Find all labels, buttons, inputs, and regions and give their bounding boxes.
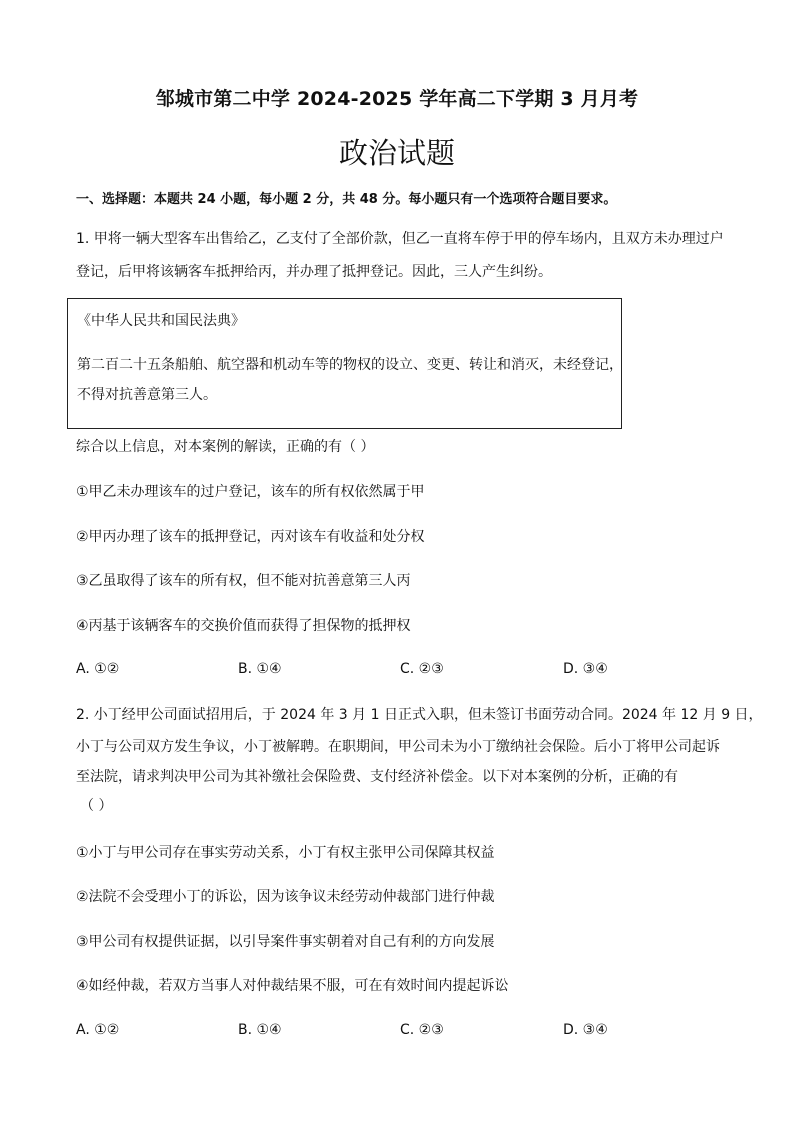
q1-item-4: ④丙基于该辆客车的交换价值而获得了担保物的抵押权 — [76, 618, 411, 634]
q1-choice-b[interactable]: B. ①④ — [238, 661, 282, 677]
q2-item-1: ①小丁与甲公司存在事实劳动关系，小丁有权主张甲公司保障其权益 — [76, 845, 495, 861]
exam-title: 邹城市第二中学 2024-2025 学年高二下学期 3 月月考 — [155, 88, 639, 110]
q2-choice-a[interactable]: A. ①② — [76, 1022, 120, 1038]
q1-choice-d[interactable]: D. ③④ — [563, 661, 608, 677]
q2-stem-line-1: 2. 小丁经甲公司面试招用后，于 2024 年 3 月 1 日正式入职，但未签订书面劳动合同。2024 年 12 月 9 日， — [76, 707, 763, 723]
q1-item-3: ③乙虽取得了该车的所有权，但不能对抗善意第三人丙 — [76, 573, 411, 589]
section-heading: 一、选择题：本题共 24 小题，每小题 2 分，共 48 分。每小题只有一个选项符合题目要求。 — [76, 192, 617, 207]
q1-stem-line-1: 1. 甲将一辆大型客车出售给乙，乙支付了全部价款，但乙一直将车停于甲的停车场内，且双方未办理过户 — [76, 231, 724, 247]
q1-law-title: 《中华人民共和国民法典》 — [77, 313, 245, 329]
q2-item-2: ②法院不会受理小丁的诉讼，因为该争议未经劳动仲裁部门进行仲裁 — [76, 889, 495, 905]
q1-item-2: ②甲丙办理了该车的抵押登记，丙对该车有收益和处分权 — [76, 529, 425, 545]
q1-stem-line-2: 登记，后甲将该辆客车抵押给丙，并办理了抵押登记。因此，三人产生纠纷。 — [76, 264, 552, 280]
q1-law-excerpt-box — [67, 298, 622, 429]
q2-stem-line-3: 至法院，请求判决甲公司为其补缴社会保险费、支付经济补偿金。以下对本案例的分析，正确的有 — [76, 769, 678, 785]
q1-law-line-1: 第二百二十五条船舶、航空器和机动车等的物权的设立、变更、转让和消灭，未经登记， — [77, 357, 623, 373]
exam-subtitle: 政治试题 — [338, 136, 455, 170]
q1-choice-c[interactable]: C. ②③ — [400, 661, 444, 677]
q1-law-line-2: 不得对抗善意第三人。 — [77, 387, 217, 403]
q2-choice-b[interactable]: B. ①④ — [238, 1022, 282, 1038]
q1-prompt: 综合以上信息，对本案例的解读，正确的有（ ） — [76, 439, 375, 455]
q2-choice-c[interactable]: C. ②③ — [400, 1022, 444, 1038]
q2-item-3: ③甲公司有权提供证据，以引导案件事实朝着对自己有利的方向发展 — [76, 934, 495, 950]
q2-choice-d[interactable]: D. ③④ — [563, 1022, 608, 1038]
q2-stem-line-2: 小丁与公司双方发生争议，小丁被解聘。在职期间，甲公司未为小丁缴纳社会保险。后小丁将甲公司起诉 — [76, 739, 720, 755]
q2-stem-line-4: （ ） — [80, 798, 113, 814]
q2-item-4: ④如经仲裁，若双方当事人对仲裁结果不服，可在有效时间内提起诉讼 — [76, 978, 509, 994]
q1-item-1: ①甲乙未办理该车的过户登记，该车的所有权依然属于甲 — [76, 484, 425, 500]
q1-choice-a[interactable]: A. ①② — [76, 661, 120, 677]
